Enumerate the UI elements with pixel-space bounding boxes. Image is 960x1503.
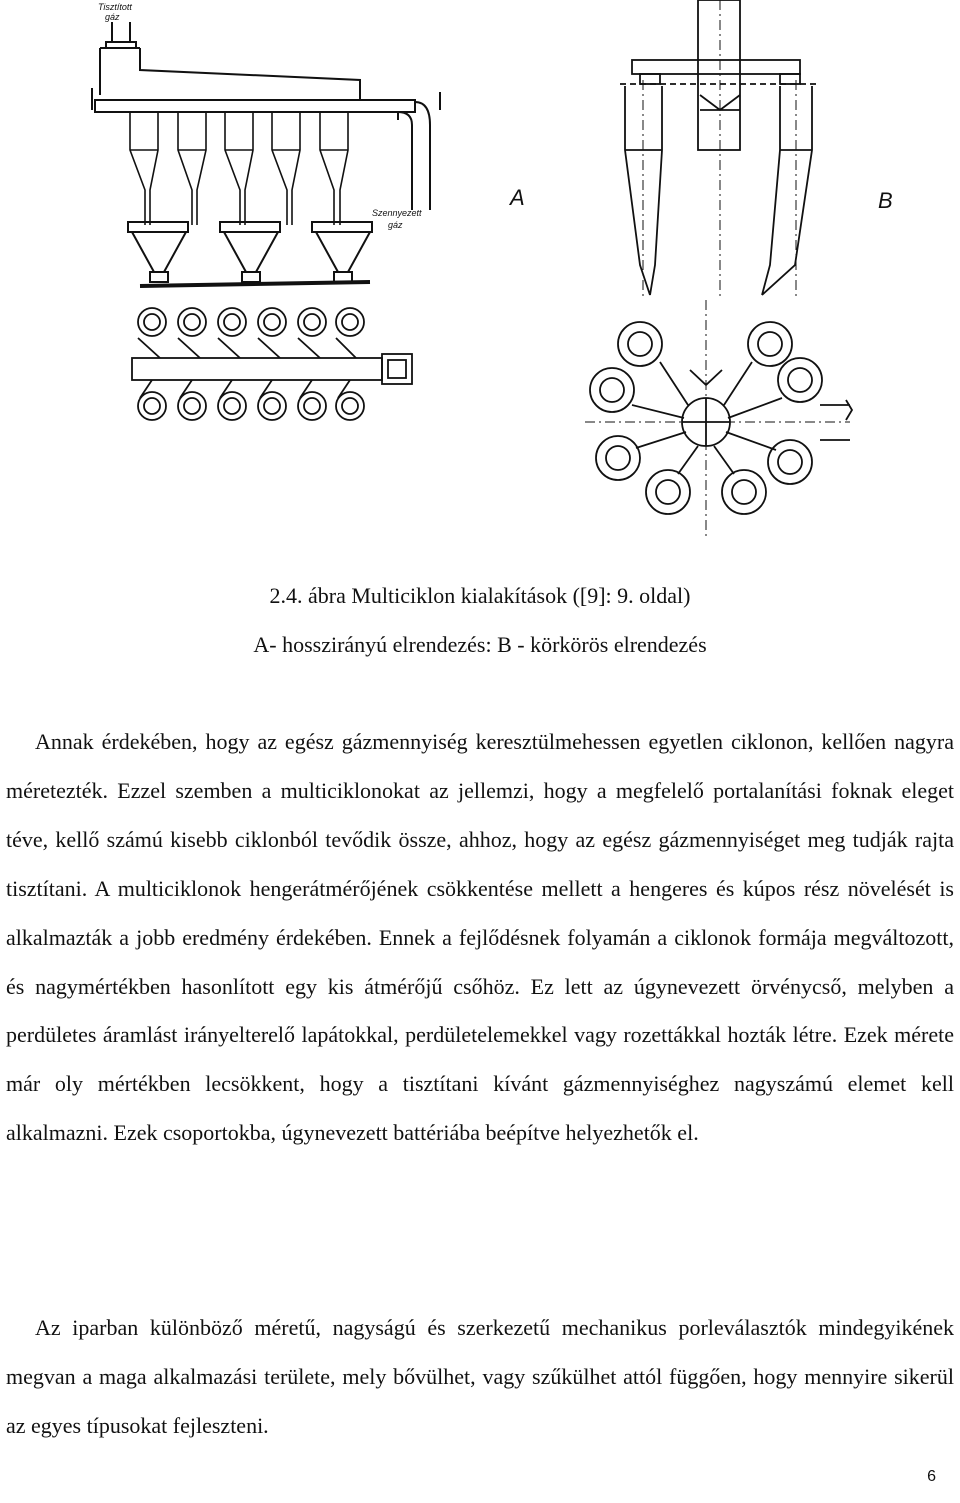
cyclone-row	[130, 112, 348, 225]
dirty-gas-label: Szennyezett	[372, 208, 422, 218]
longitudinal-plan-view	[132, 308, 412, 420]
clean-gas-label: Tisztított	[98, 2, 132, 12]
circular-plan-view	[585, 300, 852, 540]
paragraph: Az iparban különböző méretű, nagyságú és szerkezetű mechanikus porleválasztók mindegyikének megvan a maga alkalmazási területe, mely bővülhet, vagy szűkülhet attól függően, hogy mennyire sikerül az egyes típusokat fejleszteni.	[6, 1315, 954, 1438]
clean-gas-label-2: gáz	[105, 12, 120, 22]
circular-side-view	[620, 0, 820, 300]
figure-subcaption: A- hosszirányú elrendezés: B - körkörös elrendezés	[253, 632, 707, 657]
label-b: B	[878, 188, 893, 213]
label-a: A	[510, 185, 525, 210]
paragraph: Annak érdekében, hogy az egész gázmennyiség keresztülmehessen egyetlen ciklonon, kellően nagyra méretezték. Ezzel szemben a multiciklonokat az jellemzi, hogy a megfelelő portalanítási foknak eleget téve, kellő számú kisebb ciklonból tevődik össze, ahhoz, hogy az egész gázmennyiséget meg tudják rajta tisztítani. A multiciklonok hengerátmérőjének csökkentése mellett a hengeres és kúpos rész növelését is alkalmazták a jobb eredmény érdekében. Ennek a fejlődésnek folyamán a ciklonok formája megváltozott, és nagymértékben hasonlított egy kis átmérőjű csőhöz. Ez lett az úgynevezett örvénycső, melyben a perdületes áramlást irányelterelő lapátokkal, perdületelemekkel vagy rozettákkal hozták létre. Ezek mérete már oly mértékben lecsökkent, hogy a tisztítani kívánt gázmennyiséghez nagyszámú elemet kell alkalmazni. Ezek csoportokba, úgynevezett battériába beépítve helyezhetők el.	[6, 729, 954, 1146]
multicyclone-figure	[80, 0, 910, 540]
figure-caption: 2.4. ábra Multiciklon kialakítások ([9]: 9. oldal)	[269, 583, 691, 608]
longitudinal-side-view	[92, 2, 440, 286]
page-number: 6	[927, 1468, 936, 1485]
dirty-gas-label-2: gáz	[388, 220, 403, 230]
dust-hoppers	[128, 222, 372, 286]
